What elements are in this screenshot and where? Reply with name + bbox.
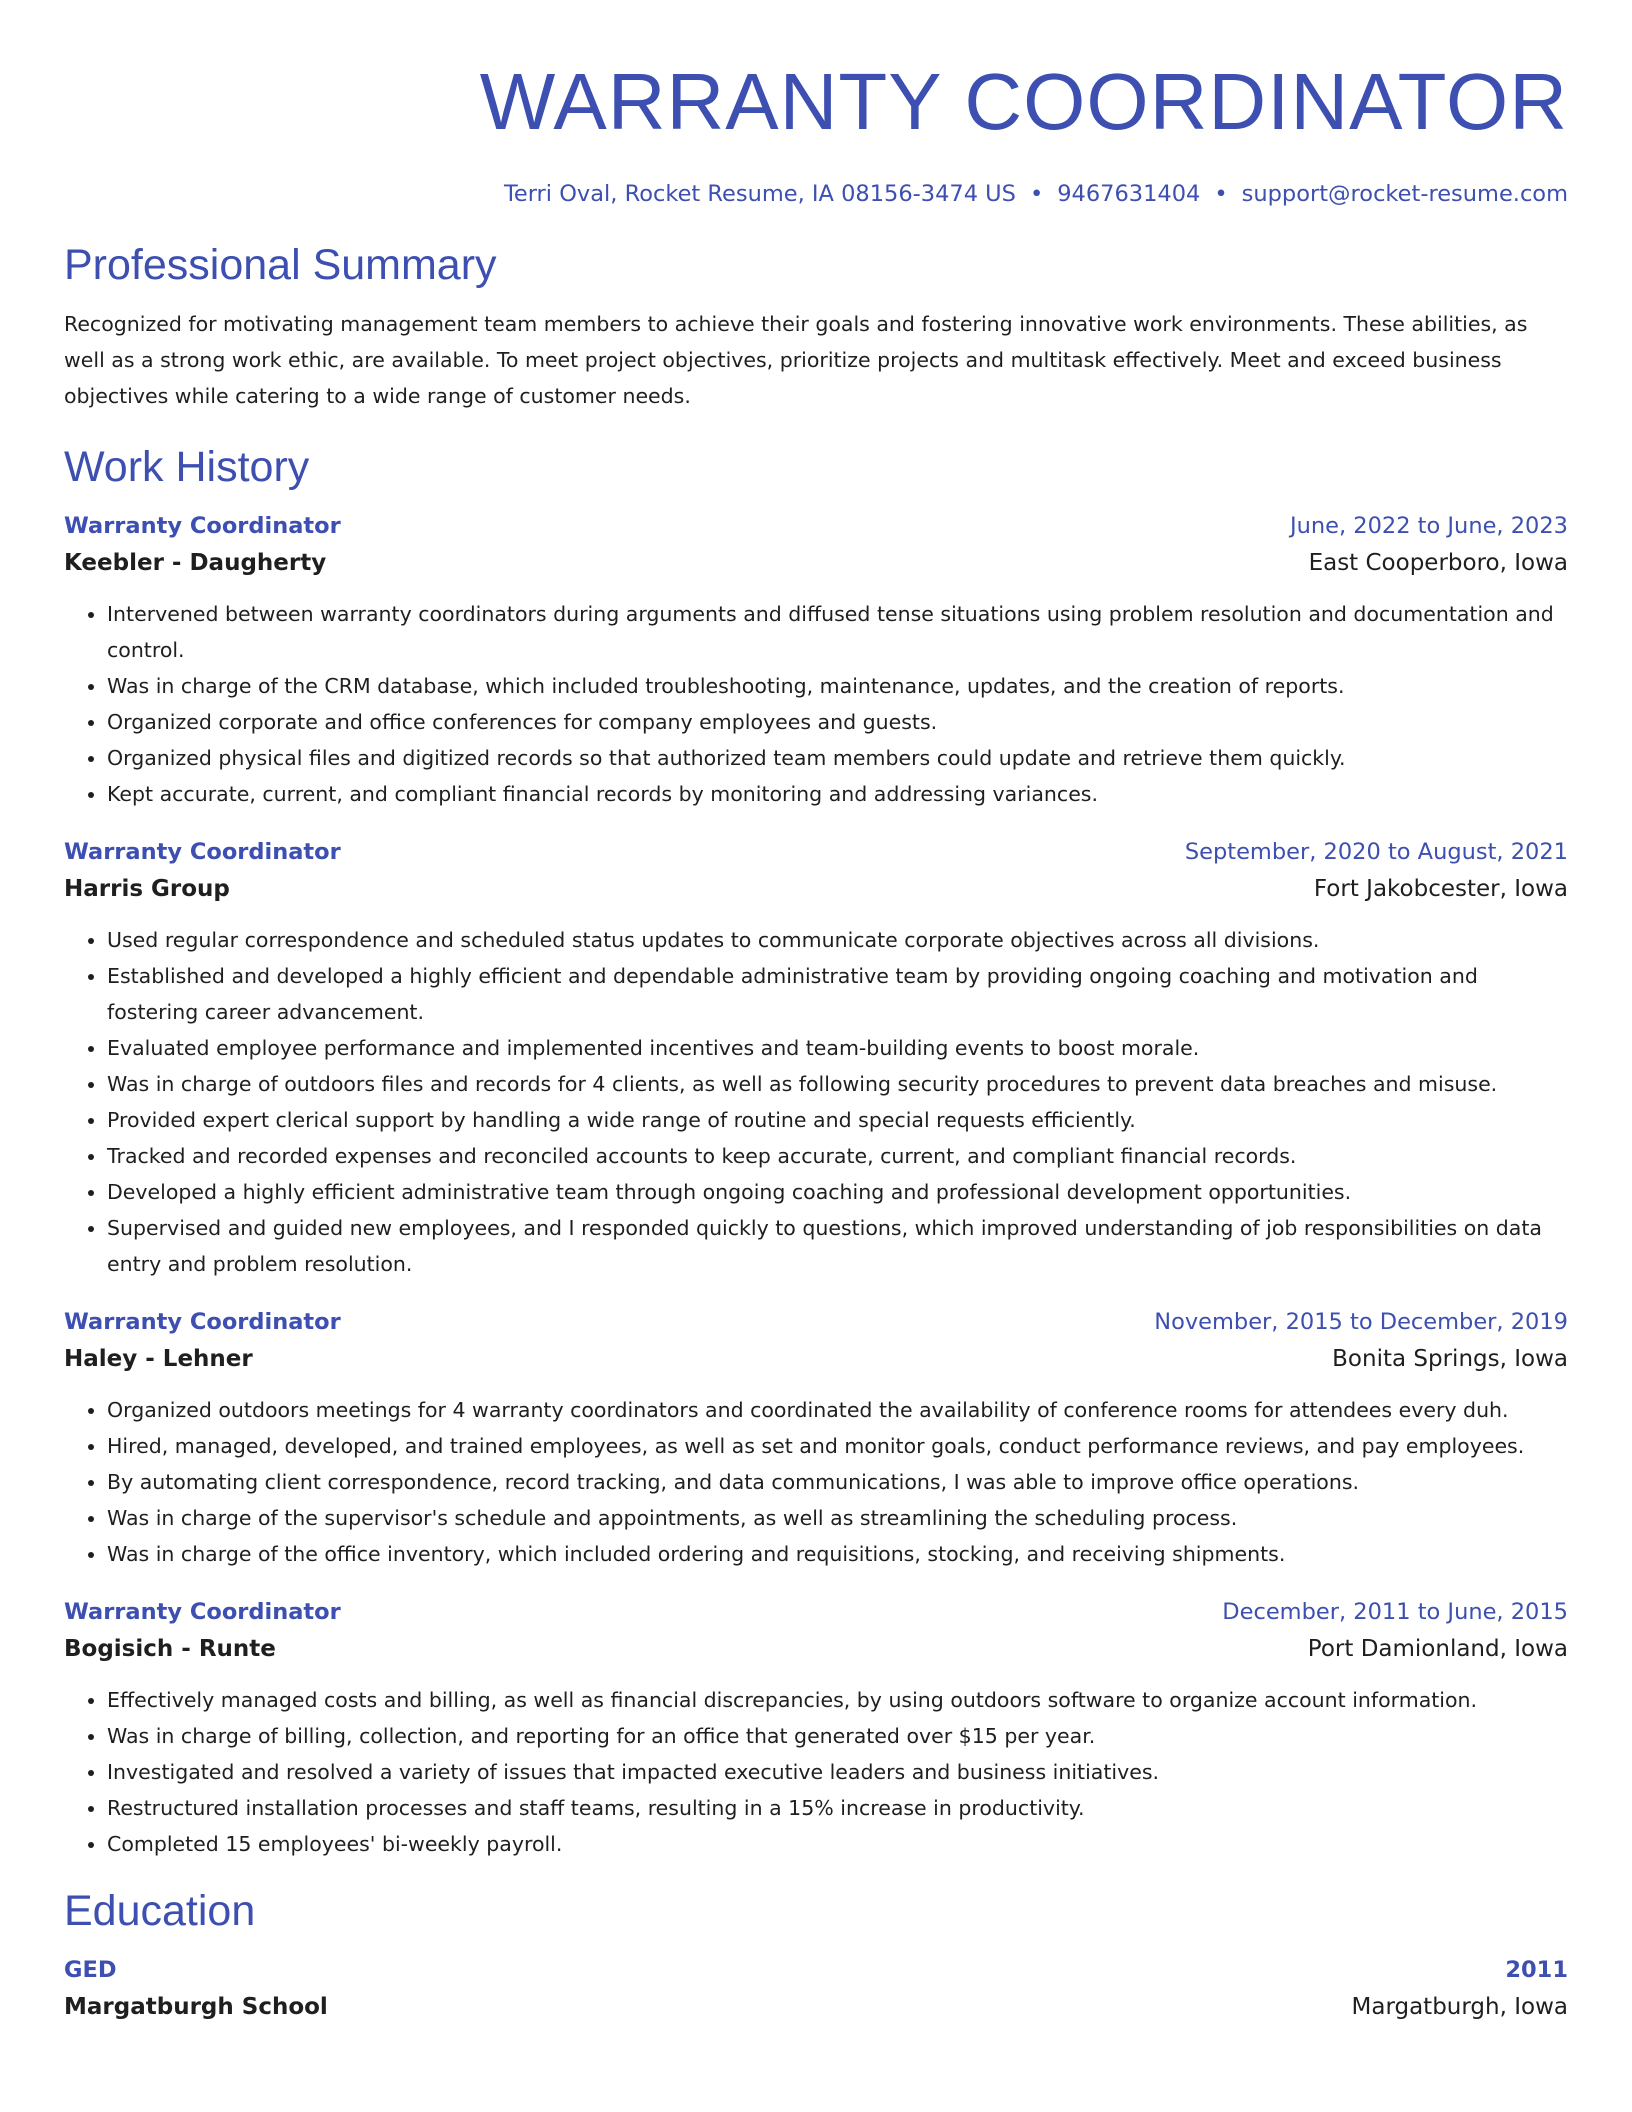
job-dates: June, 2022 to June, 2023 [1289,513,1568,539]
summary-section [64,238,1568,414]
contact-separator: • [1214,181,1228,207]
job-dates: September, 2020 to August, 2021 [1184,839,1568,865]
job-title-row [64,1594,1568,1630]
list-item: • Supervised and guided new employees, and I responded quickly to questions, which improved understanding of job responsibilities on data entry and problem resolution. [107,1210,1568,1282]
job-title: Warranty Coordinator [64,1599,341,1625]
education-location: Margatburgh, Iowa [1351,1994,1568,2020]
job-title: Warranty Coordinator [64,1309,341,1335]
job-title: Warranty Coordinator [64,513,341,539]
list-item: • Evaluated employee performance and implemented incentives and team-building events to boost morale. [107,1030,1568,1066]
summary-text: Recognized for motivating management team members to achieve their goals and fostering innovative work environments. These abilities, as well as a strong work ethic, are available. To meet project objectives, prioritize projects and multitask effectively. Meet and exceed business objectives while catering to a wide range of customer needs. [64,312,1528,408]
work-history-section [64,440,1568,1862]
job-company-row [64,870,1568,908]
list-item: • Was in charge of billing, collection, and reporting for an office that generated over $15 per year. [107,1718,1568,1754]
job-company: Bogisich - Runte [64,1636,276,1662]
resume-name: WARRANTY COORDINATOR [479,57,1568,146]
job-dates: December, 2011 to June, 2015 [1222,1599,1568,1625]
job-company: Haley - Lehner [64,1346,253,1372]
list-item: • Developed a highly efficient administrative team through ongoing coaching and professional development opportunities. [107,1174,1568,1210]
section-title-education: Education [64,1887,256,1935]
section-title-summary: Professional Summary [64,241,497,289]
list-item: • Tracked and recorded expenses and reconciled accounts to keep accurate, current, and compliant financial records. [107,1138,1568,1174]
contact-email[interactable]: support@rocket-resume.com [1241,181,1568,207]
job-entry [64,1594,1568,1862]
job-title-row [64,1304,1568,1340]
contact-address: Terri Oval, Rocket Resume, IA 08156-3474 US [503,181,1016,207]
list-item: • Was in charge of outdoors files and records for 4 clients, as well as following security procedures to prevent data breaches and misuse. [107,1066,1568,1102]
list-item: • By automating client correspondence, record tracking, and data communications, I was able to improve office operations. [107,1464,1568,1500]
list-item: • Kept accurate, current, and compliant financial records by monitoring and addressing variances. [107,776,1568,812]
contact-line [64,178,1568,210]
job-dates: November, 2015 to December, 2019 [1154,1309,1568,1335]
job-entry [64,508,1568,812]
list-item: • Intervened between warranty coordinators during arguments and diffused tense situations using problem resolution and documentation and control. [107,596,1568,668]
list-item: • Was in charge of the office inventory, which included ordering and requisitions, stocking, and receiving shipments. [107,1536,1568,1572]
education-section [64,1884,1568,2026]
list-item: • Effectively managed costs and billing, as well as financial discrepancies, by using outdoors software to organize account information. [107,1682,1568,1718]
job-company-row [64,1630,1568,1668]
education-entry [64,1952,1568,2026]
education-school-row [64,1988,1568,2026]
job-company: Keebler - Daugherty [64,550,327,576]
education-degree-row [64,1952,1568,1988]
job-company-row [64,1340,1568,1378]
list-item: • Investigated and resolved a variety of issues that impacted executive leaders and business initiatives. [107,1754,1568,1790]
job-title-row [64,834,1568,870]
list-item: • Completed 15 employees' bi-weekly payroll. [107,1826,1568,1862]
education-school: Margatburgh School [64,1994,328,2020]
list-item: • Established and developed a highly efficient and dependable administrative team by providing ongoing coaching and motivation and fostering career advancement. [107,958,1568,1030]
list-item: • Organized physical files and digitized records so that authorized team members could update and retrieve them quickly. [107,740,1568,776]
job-company: Harris Group [64,876,230,902]
list-item: • Used regular correspondence and scheduled status updates to communicate corporate objectives across all divisions. [107,922,1568,958]
list-item: • Organized outdoors meetings for 4 warranty coordinators and coordinated the availability of conference rooms for attendees every duh. [107,1392,1568,1428]
job-title-row [64,508,1568,544]
list-item: • Restructured installation processes and staff teams, resulting in a 15% increase in productivity. [107,1790,1568,1826]
education-year: 2011 [1505,1957,1568,1983]
section-title-work-history: Work History [64,443,310,491]
job-bullets [64,922,1568,1282]
resume-header [64,0,1568,210]
job-bullets [64,1392,1568,1572]
list-item: • Was in charge of the CRM database, which included troubleshooting, maintenance, updates, and the creation of reports. [107,668,1568,704]
job-location: Port Damionland, Iowa [1307,1636,1568,1662]
education-degree: GED [64,1957,117,1983]
job-location: Fort Jakobcester, Iowa [1313,876,1568,902]
job-entry [64,834,1568,1282]
job-location: Bonita Springs, Iowa [1332,1346,1568,1372]
job-bullets [64,596,1568,812]
list-item: • Organized corporate and office conferences for company employees and guests. [107,704,1568,740]
job-company-row [64,544,1568,582]
job-location: East Cooperboro, Iowa [1308,550,1568,576]
job-title: Warranty Coordinator [64,839,341,865]
list-item: • Was in charge of the supervisor's schedule and appointments, as well as streamlining the scheduling process. [107,1500,1568,1536]
job-bullets [64,1682,1568,1862]
contact-phone: 9467631404 [1057,181,1201,207]
list-item: • Provided expert clerical support by handling a wide range of routine and special requests efficiently. [107,1102,1568,1138]
job-entry [64,1304,1568,1572]
list-item: • Hired, managed, developed, and trained employees, as well as set and monitor goals, conduct performance reviews, and pay employees. [107,1428,1568,1464]
contact-separator: • [1029,181,1044,207]
